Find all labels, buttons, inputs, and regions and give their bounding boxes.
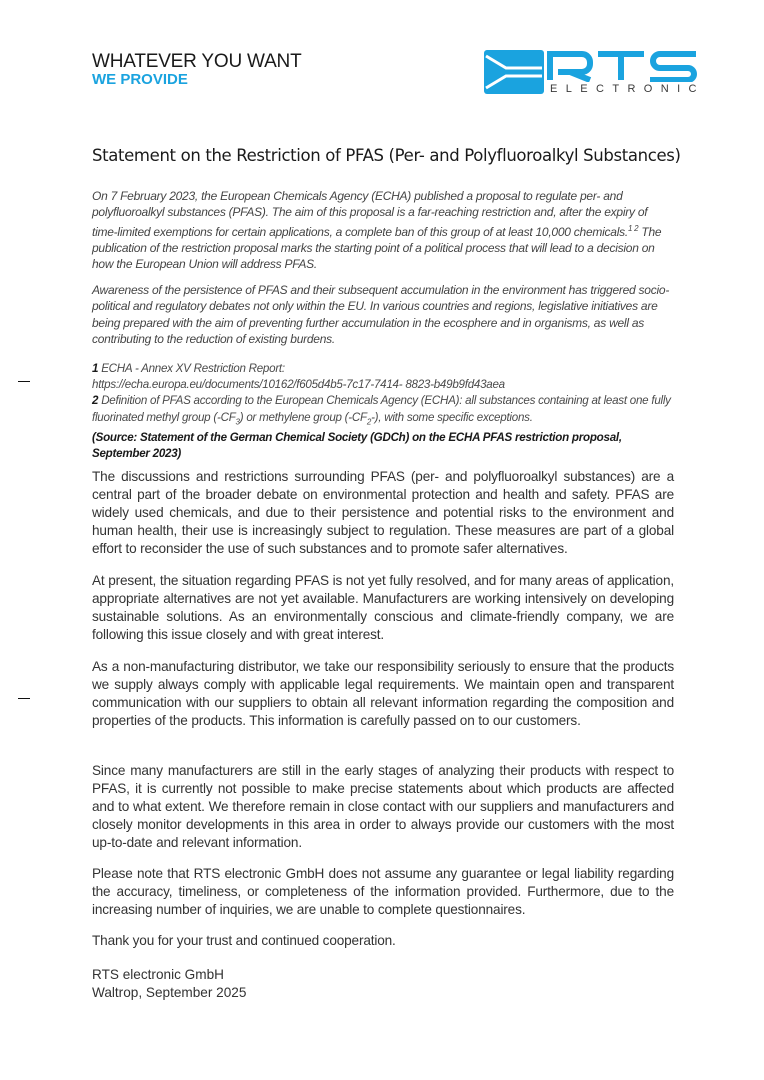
body-paragraph-3: As a non-manufacturing distributor, we take our responsibility seriously to ensure that the products we supply always comply with applicable legal requirements. We maintain open and transparent communication with our suppliers to obtain all relevant information regarding the composition and properties of the products. This information is carefully passed on to our customers. <box>92 659 674 729</box>
body-paragraph-4: Since many manufacturers are still in the early stages of analyzing their products with respect to PFAS, it is currently not possible to make precise statements about which products are affected and to what extent. We therefore remain in close contact with our suppliers and manufacturers and closely monitor developments in this area in order to always provide our customers with the most up-to-date and relevant information. <box>92 763 674 851</box>
logo-subtitle: ELECTRONIC <box>550 83 705 95</box>
footnote-number: 2 <box>92 394 99 408</box>
body-paragraph-2: At present, the situation regarding PFAS is not yet fully resolved, and for many areas of application, appropriate alternatives are not yet available. Manufacturers are working intensively on developing sustainable solutions. As an environmentally conscious and climate-friendly company, we are following this issue closely and with great interest. <box>92 573 674 643</box>
footnote-2 <box>92 393 682 430</box>
body-paragraph-1: The discussions and restrictions surrounding PFAS (per- and polyfluoroalkyl substances) are a central part of the broader debate on environmental protection and health and safety. PFAS are widely used chemicals, and due to their persistence and potential risks to the environment and human health, their use is increasingly subject to regulation. These measures are part of a global effort to reconsider the use of such substances and to promote safer alternatives. <box>92 469 674 557</box>
footnote-number: 1 <box>92 362 99 375</box>
fold-mark <box>18 698 30 699</box>
footnote-reference: 1 2 <box>627 223 639 233</box>
footnote-text: Definition of PFAS according to the European Chemicals Agency (ECHA): all substances containing at least one fully fluorinated methyl group (-CF <box>92 394 671 424</box>
tagline-line-1: WHATEVER YOU WANT <box>92 51 302 72</box>
intro-paragraph-2: Awareness of the persistence of PFAS and their subsequent accumulation in the environment has triggered socio-political and regulatory debates not only within the EU. In various countries and regions, legislative initiatives are being prepared with the aim of preventing further accumulation in the ecosphere and in organisms, as well as contributing to the reduction of existing burdens. <box>92 283 670 346</box>
closing-line: Thank you for your trust and continued cooperation. <box>92 933 396 948</box>
intro-paragraph-1 <box>92 188 674 272</box>
subscript: 3 <box>235 416 240 426</box>
rts-wordmark <box>546 50 700 82</box>
source-note: (Source: Statement of the German Chemical Society (GDCh) on the ECHA PFAS restriction proposal, September 2023) <box>92 431 622 461</box>
footnote-text: ECHA - Annex XV Restriction Report: <box>101 362 285 375</box>
body-paragraph-5: Please note that RTS electronic GmbH does not assume any guarantee or legal liability regarding the accuracy, timeliness, or completeness of the information provided. Furthermore, due to the increasing number of inquiries, we are unable to complete questionnaires. <box>92 866 674 918</box>
tagline-line-2: WE PROVIDE <box>92 71 188 88</box>
fold-mark <box>18 381 30 382</box>
signoff-company: RTS electronic GmbH <box>92 967 224 982</box>
signoff <box>92 966 246 1003</box>
footnotes <box>92 361 682 463</box>
intro-text-continued: The publication of the restriction proposal marks the starting point of a political process that will lead to a decision on how the European Union will address PFAS. <box>92 224 662 272</box>
signoff-place-date: Waltrop, September 2025 <box>92 985 247 1001</box>
footnote-text: ) or methylene group (-CF <box>239 410 367 424</box>
company-logo <box>484 50 705 100</box>
footnote-1-url: https://echa.europa.eu/documents/10162/f605d4b5-7c17-7414- 8823-b49b9fd43aea <box>92 378 505 392</box>
subscript: 2 <box>366 416 372 426</box>
tagline <box>92 52 301 88</box>
rts-logo-mark-icon <box>484 50 544 94</box>
footnote-text: -), with some specific exceptions. <box>371 410 533 424</box>
page-title: Statement on the Restriction of PFAS (Per- and Polyfluoroalkyl Substances) <box>92 146 681 165</box>
footnote-1 <box>92 361 682 377</box>
intro-text: On 7 February 2023, the European Chemicals Agency (ECHA) published a proposal to regulate per- and polyfluoroalkyl substances (PFAS). The aim of this proposal is a far-reaching restriction and, after the expiry of time-limited exemptions for certain applications, a complete ban of this group of at least 10,000 chemicals. <box>92 189 648 239</box>
